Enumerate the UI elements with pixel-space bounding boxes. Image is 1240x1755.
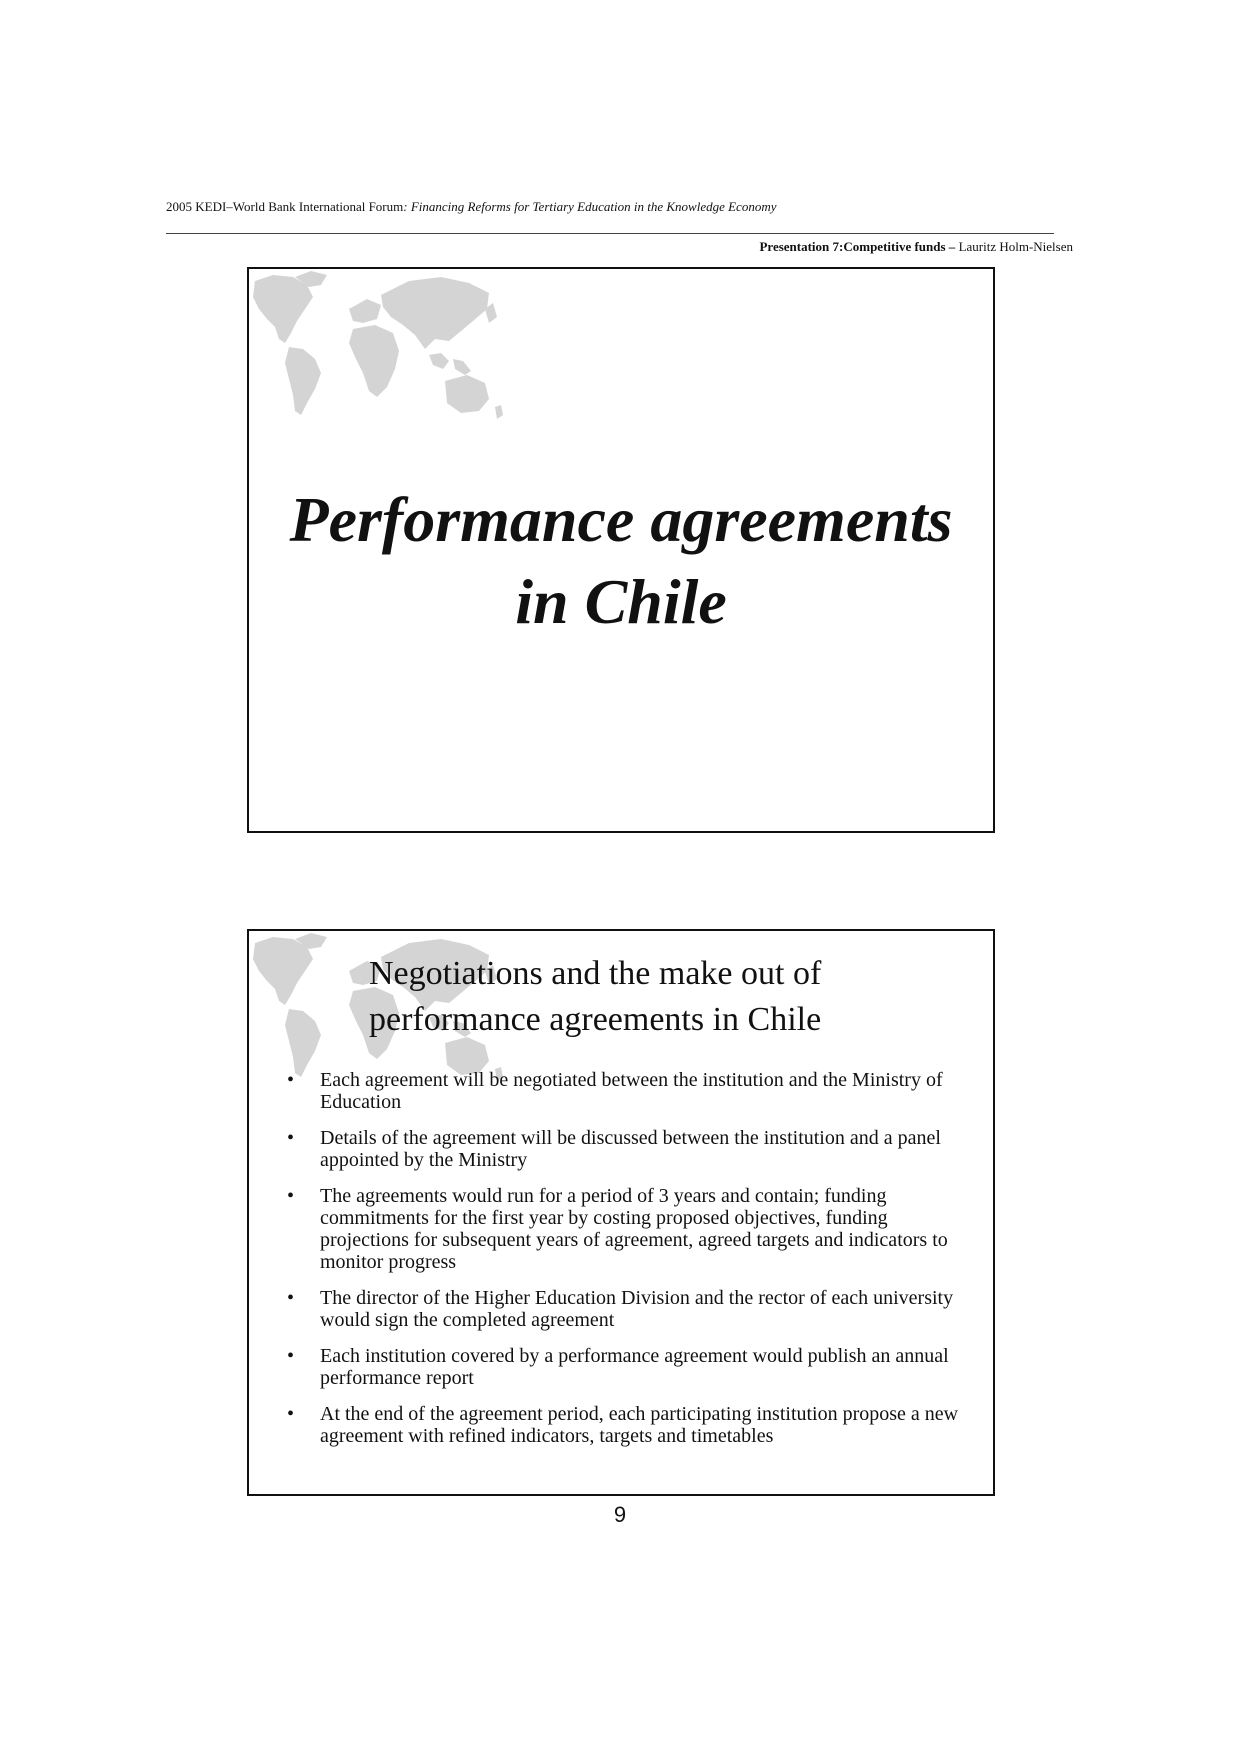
- forum-title: 2005 KEDI–World Bank International Forum: [166, 199, 404, 214]
- list-item: [287, 1127, 967, 1171]
- bullet-icon: •: [287, 1345, 295, 1367]
- forum-subtitle: : Financing Reforms for Tertiary Education in the Knowledge Economy: [403, 199, 777, 214]
- heading-line-1: Negotiations and the make out of: [369, 955, 822, 992]
- title-line-1: Performance agreements: [289, 484, 953, 555]
- document-header: [166, 199, 776, 215]
- bullet-text: At the end of the agreement period, each participating institution propose a new agreement with refined indicators, targets and timetables: [320, 1403, 959, 1447]
- bullet-text: Each institution covered by a performance agreement would publish an annual performance report: [320, 1345, 949, 1389]
- presentation-label: Presentation 7:Competitive funds –: [759, 239, 956, 254]
- presenter-name: Lauritz Holm-Nielsen: [955, 239, 1073, 254]
- page-number: 9: [613, 1502, 627, 1527]
- bullet-icon: •: [287, 1185, 295, 1207]
- list-item: [287, 1185, 967, 1273]
- bullet-text: Details of the agreement will be discussed between the institution and a panel appointed by the Ministry: [320, 1127, 941, 1171]
- list-item: [287, 1287, 967, 1331]
- bullet-icon: •: [287, 1127, 295, 1149]
- heading-line-2: performance agreements in Chile: [369, 1001, 822, 1038]
- list-item: [287, 1069, 967, 1113]
- slide-negotiations: [247, 929, 995, 1496]
- title-line-2: in Chile: [515, 566, 727, 637]
- world-map-icon: [249, 269, 519, 434]
- bullet-icon: •: [287, 1069, 295, 1091]
- header-divider: [166, 233, 1054, 234]
- slide-heading: [369, 951, 821, 1043]
- slide-title: [247, 267, 995, 833]
- list-item: [287, 1403, 967, 1447]
- list-item: [287, 1345, 967, 1389]
- bullet-text: Each agreement will be negotiated between the institution and the Ministry of Education: [320, 1069, 943, 1113]
- bullet-text: The agreements would run for a period of 3 years and contain; funding commitments for the first year by costing proposed objectives, funding projections for subsequent years of agreement, agreed targets and indicators to monitor progress: [320, 1185, 948, 1273]
- presentation-info: [759, 239, 1073, 255]
- bullet-list: [287, 1069, 967, 1461]
- slide-main-title: [249, 479, 993, 643]
- bullet-icon: •: [287, 1287, 295, 1309]
- bullet-icon: •: [287, 1403, 295, 1425]
- bullet-text: The director of the Higher Education Division and the rector of each university would sign the completed agreement: [320, 1287, 954, 1331]
